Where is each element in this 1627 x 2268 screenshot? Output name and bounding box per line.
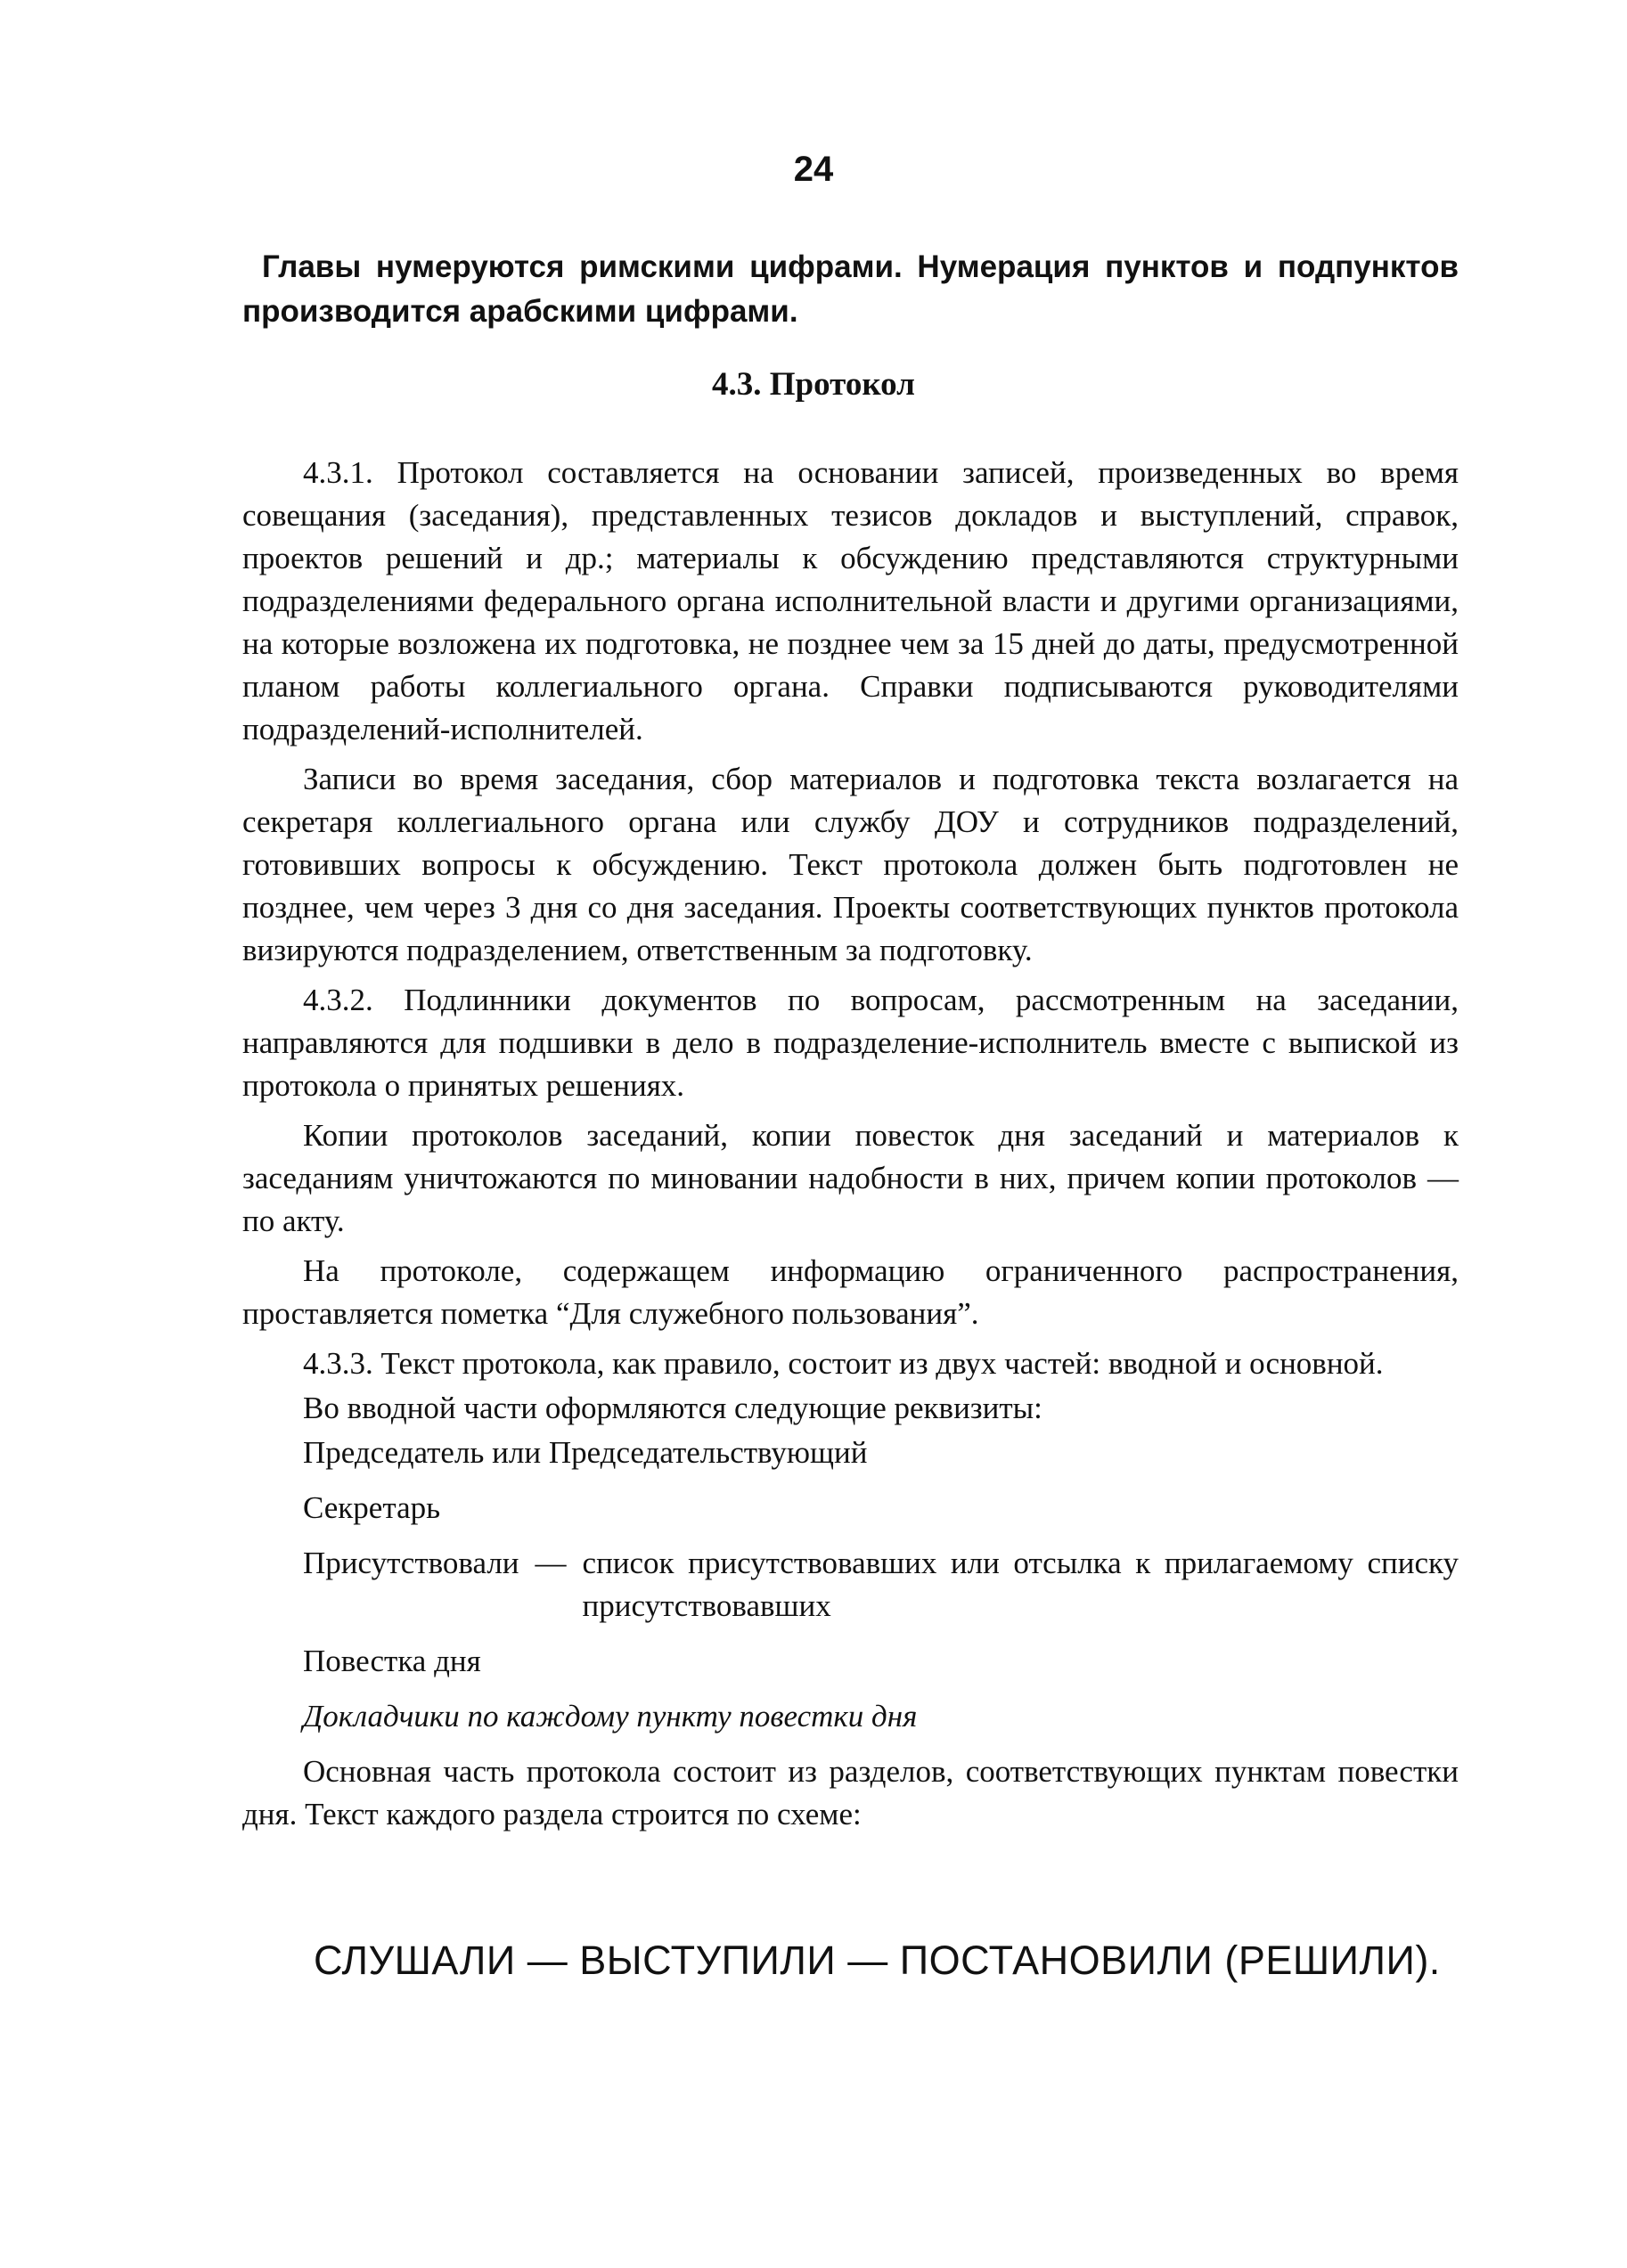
requisite-present: [242, 1542, 1459, 1628]
requisite-present-label: Присутствовали: [303, 1546, 519, 1580]
paragraph-restricted: На протоколе, содержащем информацию ограниченного распространения, проставляется пометка “Для служебного пользования”.: [242, 1253, 1459, 1331]
paragraph-main-part: Основная часть протокола состоит из разделов, соответствующих пунктам повестки дня. Текст каждого раздела строится по схеме:: [242, 1754, 1459, 1832]
requisite-agenda: Повестка дня: [303, 1644, 481, 1678]
requisite-present-desc: список присутствовавших или отсылка к прилагаемому списку присутствовавших: [582, 1546, 1459, 1623]
paragraph-records: Записи во время заседания, сбор материалов и подготовка текста возлагается на секретаря коллегиального органа или службу ДОУ и сотрудников подразделений, готовивших вопросы к обсуждению. Текст протокола должен быть подготовлен не позднее, чем через 3 дня со дня заседания. Проекты соответствующих пунктов протокола визируются подразделением, ответственным за подготовку.: [242, 762, 1459, 967]
requisite-chair: Председатель или Председательствующий: [303, 1435, 868, 1470]
requisite-speakers: Докладчики по каждому пункту повестки дня: [303, 1699, 918, 1734]
paragraph-copies: Копии протоколов заседаний, копии повесток дня заседаний и материалов к заседаниям уничтожаются по миновании надобности в них, причем копии протоколов — по акту.: [242, 1118, 1459, 1238]
protocol-scheme: СЛУШАЛИ — ВЫСТУПИЛИ — ПОСТАНОВИЛИ (РЕШИЛИ).: [314, 1938, 1441, 1983]
requisite-secretary: Секретарь: [303, 1490, 441, 1525]
paragraph-4-3-2: 4.3.2. Подлинники документов по вопросам, рассмотренным на заседании, направляются для подшивки в дело в подразделение-исполнитель вместе с выпиской из протокола о принятых решениях.: [242, 983, 1459, 1103]
paragraph-4-3-3: 4.3.3. Текст протокола, как правило, состоит из двух частей: вводной и основной.: [303, 1346, 1384, 1381]
intro-paragraph: Главы нумеруются римскими цифрами. Нумерация пунктов и подпунктов производится арабскими цифрами.: [242, 249, 1459, 329]
requisite-present-dash: —: [535, 1546, 567, 1580]
paragraph-4-3-1: 4.3.1. Протокол составляется на основании записей, произведенных во время совещания (заседания), представленных тезисов докладов и выступлений, справок, проектов решений и др.; материалы к обсуждению представляются структурными подразделениями федерального органа исполнительной власти и другими организациями, на которые возложена их подготовка, не позднее чем за 15 дней до даты, предусмотренной планом работы коллегиального органа. Справки подписываются руководителями подразделений-исполнителей.: [242, 455, 1459, 746]
paragraph-intro-part: Во вводной части оформляются следующие реквизиты:: [303, 1391, 1042, 1425]
section-title: 4.3. Протокол: [712, 366, 915, 403]
page-number: 24: [793, 150, 834, 189]
document-body: [242, 452, 1459, 1843]
